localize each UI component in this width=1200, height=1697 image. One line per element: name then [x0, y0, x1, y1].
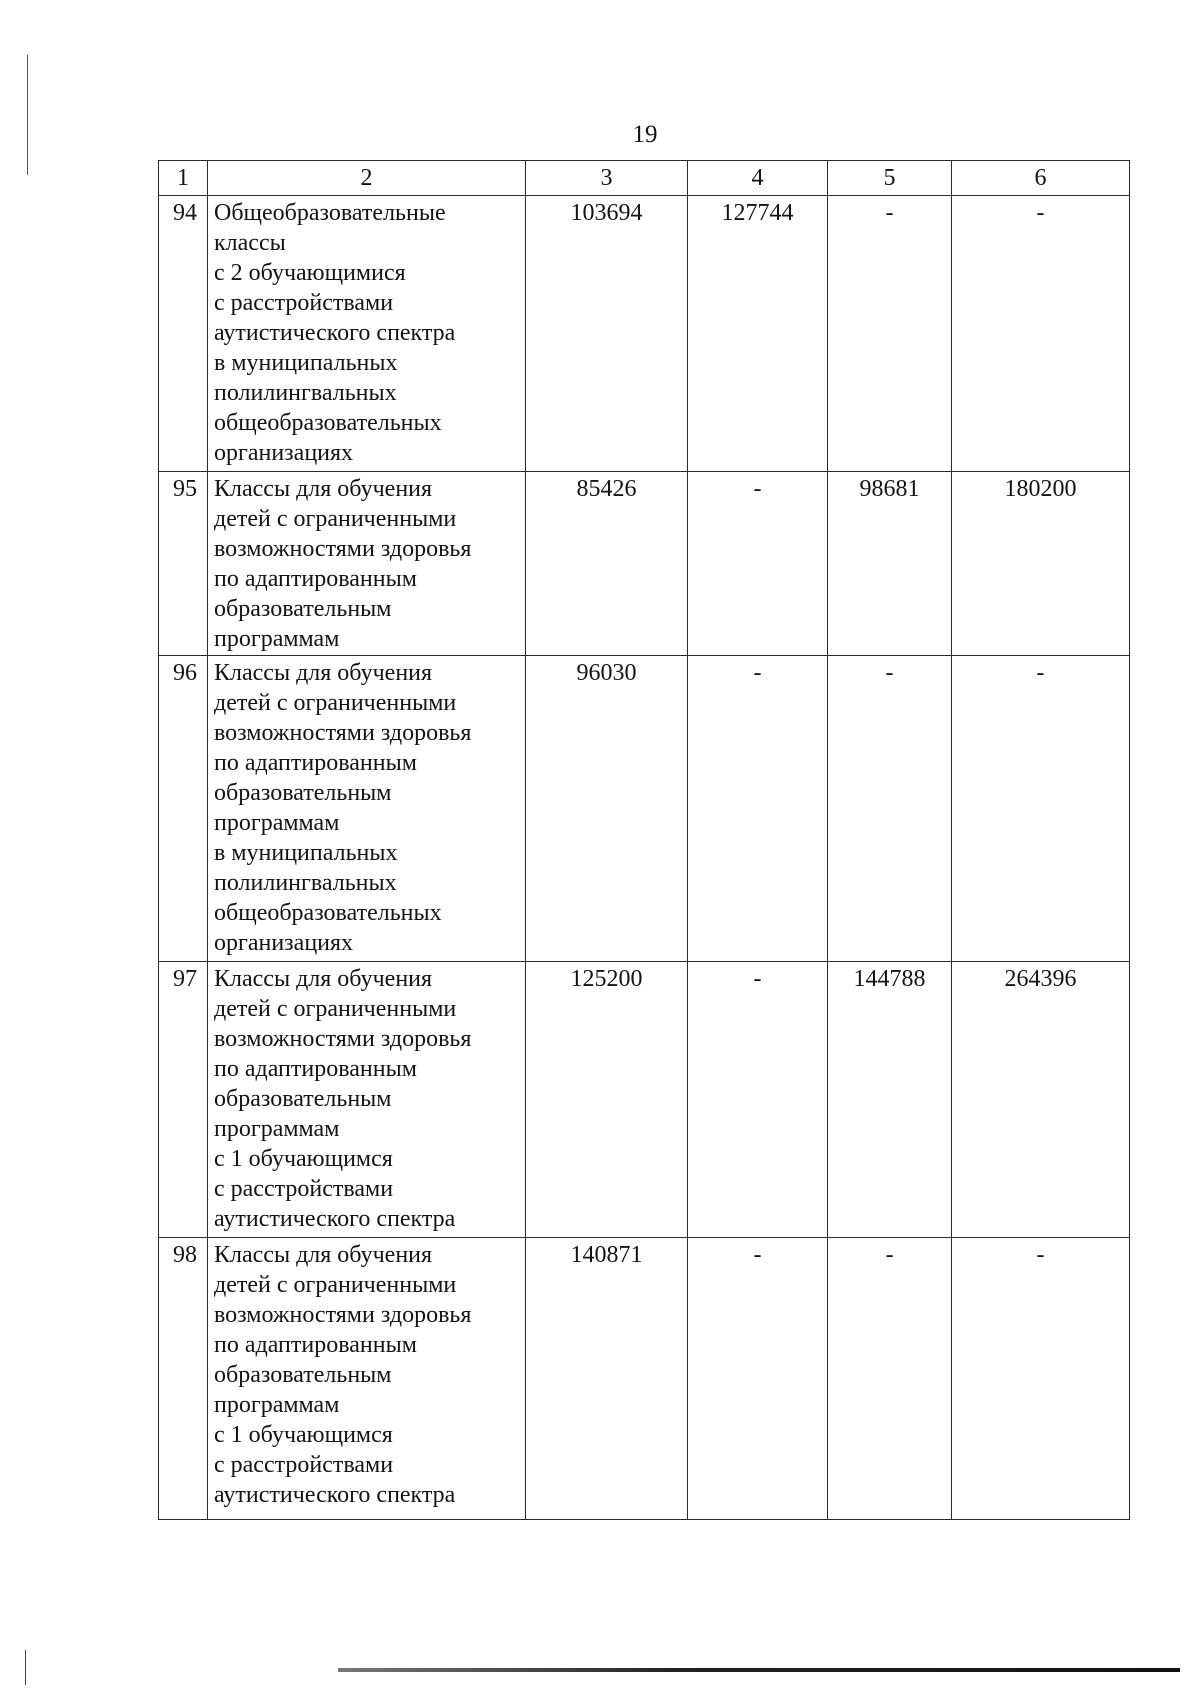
- row-number: 98: [159, 1238, 208, 1520]
- row-number: 94: [159, 196, 208, 472]
- row-number: 95: [159, 472, 208, 656]
- value-cell: -: [952, 196, 1130, 472]
- value-cell: -: [828, 1238, 952, 1520]
- row-description: Классы для обучения детей с ограниченными возможностями здоровья по адаптированным образовательным программам в муниципальных полилингвальных общеобразовательных организациях: [208, 656, 526, 962]
- value-cell: 264396: [952, 962, 1130, 1238]
- header-cell: 5: [828, 161, 952, 196]
- scan-artifact-line: [27, 55, 28, 175]
- header-cell: 2: [208, 161, 526, 196]
- header-cell: 4: [688, 161, 828, 196]
- value-cell: -: [952, 1238, 1130, 1520]
- header-cell: 6: [952, 161, 1130, 196]
- table-row: [159, 1238, 1130, 1520]
- value-cell: 85426: [526, 472, 688, 656]
- row-number: 96: [159, 656, 208, 962]
- value-cell: 144788: [828, 962, 952, 1238]
- value-cell: 127744: [688, 196, 828, 472]
- header-cell: 1: [159, 161, 208, 196]
- value-cell: 140871: [526, 1238, 688, 1520]
- value-cell: -: [688, 962, 828, 1238]
- value-cell: -: [828, 656, 952, 962]
- header-cell: 3: [526, 161, 688, 196]
- table-row: [159, 656, 1130, 962]
- row-description: Общеобразовательные классы с 2 обучающимися с расстройствами аутистического спектра в муниципальных полилингвальных общеобразовательных организациях: [208, 196, 526, 472]
- row-description: Классы для обучения детей с ограниченными возможностями здоровья по адаптированным образовательным программам: [208, 472, 526, 656]
- row-description: Классы для обучения детей с ограниченными возможностями здоровья по адаптированным образовательным программам с 1 обучающимся с расстройствами аутистического спектра: [208, 1238, 526, 1520]
- table-row: [159, 962, 1130, 1238]
- value-cell: 180200: [952, 472, 1130, 656]
- row-number: 97: [159, 962, 208, 1238]
- value-cell: 98681: [828, 472, 952, 656]
- value-cell: -: [688, 472, 828, 656]
- table-row: [159, 472, 1130, 656]
- value-cell: -: [688, 656, 828, 962]
- value-cell: -: [688, 1238, 828, 1520]
- table-header-row: [159, 161, 1130, 196]
- value-cell: -: [828, 196, 952, 472]
- page-number: 19: [632, 121, 658, 148]
- row-description: Классы для обучения детей с ограниченными возможностями здоровья по адаптированным образовательным программам с 1 обучающимся с расстройствами аутистического спектра: [208, 962, 526, 1238]
- value-cell: 96030: [526, 656, 688, 962]
- scan-artifact-line: [25, 1650, 26, 1685]
- value-cell: 103694: [526, 196, 688, 472]
- value-cell: 125200: [526, 962, 688, 1238]
- value-cell: -: [952, 656, 1130, 962]
- table-row: [159, 196, 1130, 472]
- data-table: [158, 160, 1130, 1520]
- bottom-rule: [338, 1668, 1180, 1672]
